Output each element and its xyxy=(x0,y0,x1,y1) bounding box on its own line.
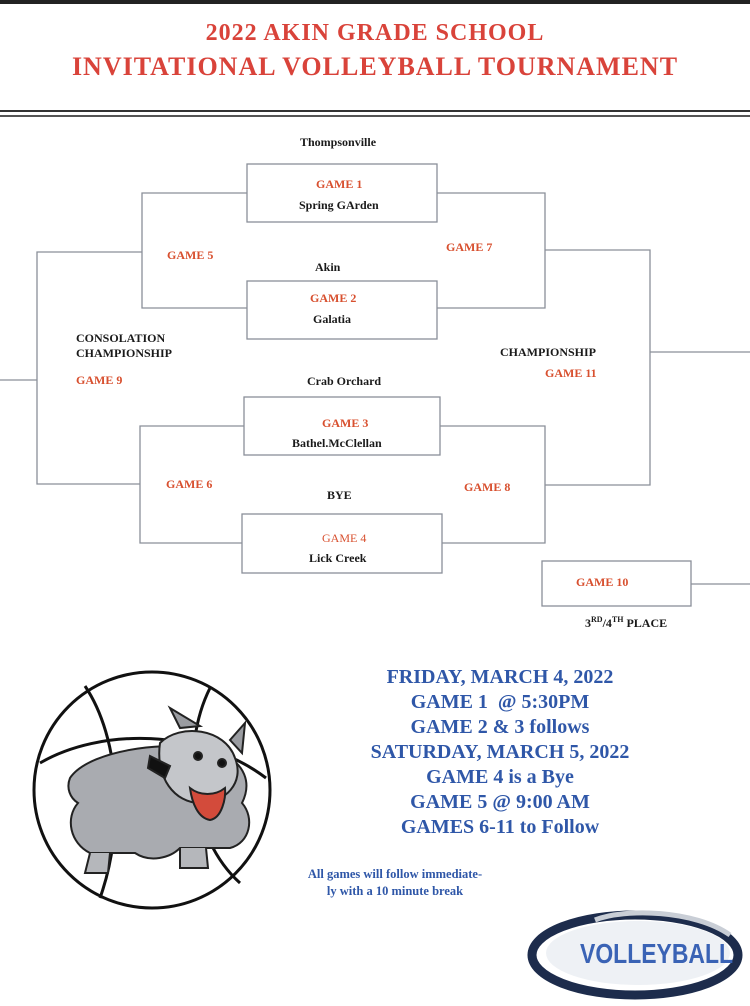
note-line-1: All games will follow immediate- xyxy=(307,867,483,881)
bulldog-volleyball-icon xyxy=(30,668,275,913)
note-line-2: ly with a 10 minute break xyxy=(326,884,464,898)
place-word: PLACE xyxy=(623,616,668,630)
team-thompsonville: Thompsonville xyxy=(300,135,377,149)
game-2-label: GAME 2 xyxy=(310,291,357,305)
game-4-label: GAME 4 xyxy=(322,531,367,545)
team-galatia: Galatia xyxy=(313,312,351,326)
championship-label: CHAMPIONSHIP xyxy=(500,345,596,359)
consolation-label-2: CHAMPIONSHIP xyxy=(76,346,172,360)
third-num: 3 xyxy=(585,616,591,630)
title-line-2: INVITATIONAL VOLLEYBALL TOURNAMENT xyxy=(71,52,679,81)
fourth-num: /4 xyxy=(602,616,612,630)
game-2-box xyxy=(247,281,437,339)
schedule-line-1: FRIDAY, MARCH 4, 2022 xyxy=(386,666,614,688)
game-1-label: GAME 1 xyxy=(316,177,363,191)
schedule-line-3: GAME 2 & 3 follows xyxy=(410,716,590,738)
title-line-1: 2022 AKIN GRADE SCHOOL xyxy=(205,20,545,46)
schedule-line-7: GAMES 6-11 to Follow xyxy=(400,816,600,838)
team-lick-creek: Lick Creek xyxy=(309,551,367,565)
schedule-block xyxy=(340,665,660,840)
fourth-sup: TH xyxy=(611,615,624,624)
consolation-label-1: CONSOLATION xyxy=(76,331,166,345)
team-crab-orchard: Crab Orchard xyxy=(307,374,382,388)
game-8-label: GAME 8 xyxy=(464,480,511,494)
team-spring-garden: Spring GArden xyxy=(299,198,379,212)
schedule-line-4: SATURDAY, MARCH 5, 2022 xyxy=(370,741,630,763)
game-7-label: GAME 7 xyxy=(446,240,493,254)
game-9-bracket xyxy=(37,252,142,484)
schedule-line-2: GAME 1 @ 5:30PM xyxy=(410,691,590,713)
third-fourth-place-label xyxy=(585,615,667,631)
volleyball-logo-text: VOLLEYBALL xyxy=(580,938,734,969)
team-akin: Akin xyxy=(315,260,341,274)
game-5-label: GAME 5 xyxy=(167,248,214,262)
team-bye: BYE xyxy=(327,488,352,502)
game-3-label: GAME 3 xyxy=(322,416,369,430)
game-6-label: GAME 6 xyxy=(166,477,213,491)
game-1-box xyxy=(247,164,437,222)
game-9-label: GAME 9 xyxy=(76,373,123,387)
schedule-line-6: GAME 5 @ 9:00 AM xyxy=(410,791,590,813)
break-note xyxy=(270,866,520,900)
third-sup: RD xyxy=(591,615,603,624)
team-bathel-mcclellan: Bathel.McClellan xyxy=(292,436,382,450)
schedule-line-5: GAME 4 is a Bye xyxy=(426,766,574,788)
game-10-label: GAME 10 xyxy=(576,575,629,589)
game-11-label: GAME 11 xyxy=(545,366,597,380)
